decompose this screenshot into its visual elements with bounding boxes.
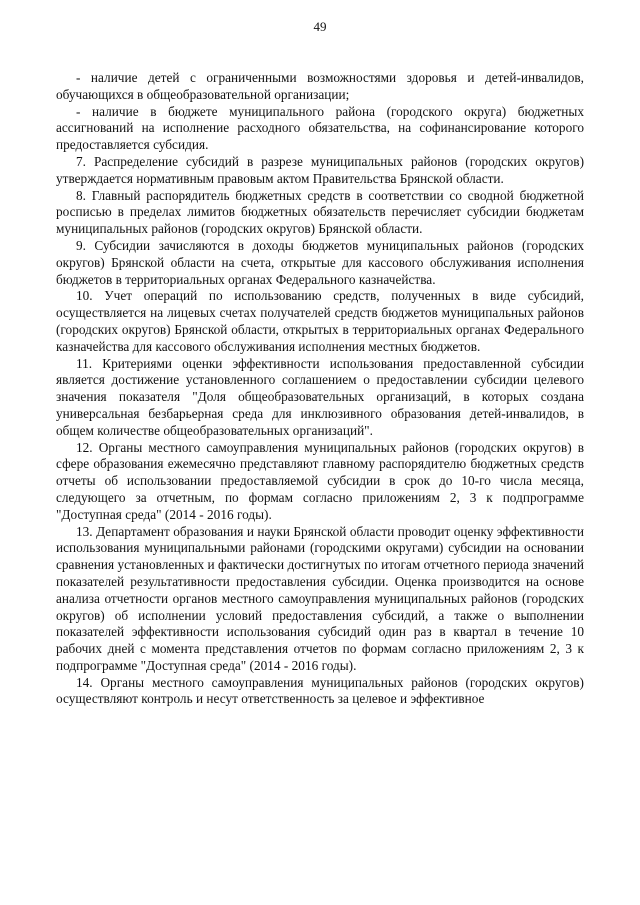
paragraph-list-item-budget: - наличие в бюджете муниципального района (городского округа) бюджетных ассигнований на исполнение расходного обязательства, на софинансирование которого предоставляется субсидия. [56, 103, 584, 153]
paragraph-7: 7. Распределение субсидий в разрезе муниципальных районов (городских округов) утверждается нормативным правовым актом Правительства Брянской области. [56, 153, 584, 186]
paragraph-12: 12. Органы местного самоуправления муниципальных районов (городских округов) в сфере образования ежемесячно представляют главному распорядителю бюджетных средств отчеты об использовании предоставляемой субсидии в срок до 10-го числа месяца, следующего за отчетным, по формам согласно приложениям 2, 3 к подпрограмме "Доступная среда" (2014 - 2016 годы). [56, 439, 584, 522]
paragraph-9: 9. Субсидии зачисляются в доходы бюджетов муниципальных районов (городских округов) Брянской области на счета, открытые для кассового обслуживания исполнения бюджетов в территориальных органах Федерального казначейства. [56, 237, 584, 287]
paragraph-10: 10. Учет операций по использованию средств, полученных в виде субсидий, осуществляется на лицевых счетах получателей средств бюджетов муниципальных районов (городских округов) Брянской области, открытых в территориальных органах Федерального казначейства для кассового обслуживания исполнения местных бюджетов. [56, 288, 584, 354]
paragraph-list-item-children: - наличие детей с ограниченными возможностями здоровья и детей-инвалидов, обучающихся в общеобразовательной организации; [56, 70, 584, 102]
paragraph-14: 14. Органы местного самоуправления муниципальных районов (городских округов) осуществляют контроль и несут ответственность за целевое и эффективное [56, 674, 584, 707]
paragraph-11: 11. Критериями оценки эффективности использования предоставленной субсидии является достижение установленного соглашением о предоставлении субсидии целевого значения показателя "Доля общеобразовательных организаций, в которых создана универсальная безбарьерная среда для инклюзивного образования детей-инвалидов, в общем количестве общеобразовательных организаций". [56, 355, 584, 438]
paragraph-8: 8. Главный распорядитель бюджетных средств в соответствии со сводной бюджетной росписью в пределах лимитов бюджетных обязательств перечисляет субсидии бюджетам муниципальных районов (городских округов) Брянской области. [56, 187, 584, 237]
page-number: 49 [313, 19, 327, 34]
paragraph-13: 13. Департамент образования и науки Брянской области проводит оценку эффективности использования муниципальными районами (городскими округами) субсидии на основании сравнения установленных и фактически достигнутых по итогам отчетного периода значений показателей результативности предоставления субсидии. Оценка производится на основе анализа отчетности органов местного самоуправления муниципальных районов (городских округов) об исполнении условий предоставления субсидий, а также о выполнении показателей эффективности использования субсидий один раз в квартал в течение 10 рабочих дней с момента представления отчетов по формам согласно приложениям 2, 3 к подпрограмме "Доступная среда" (2014 - 2016 годы). [56, 523, 584, 673]
document-body [56, 70, 584, 708]
